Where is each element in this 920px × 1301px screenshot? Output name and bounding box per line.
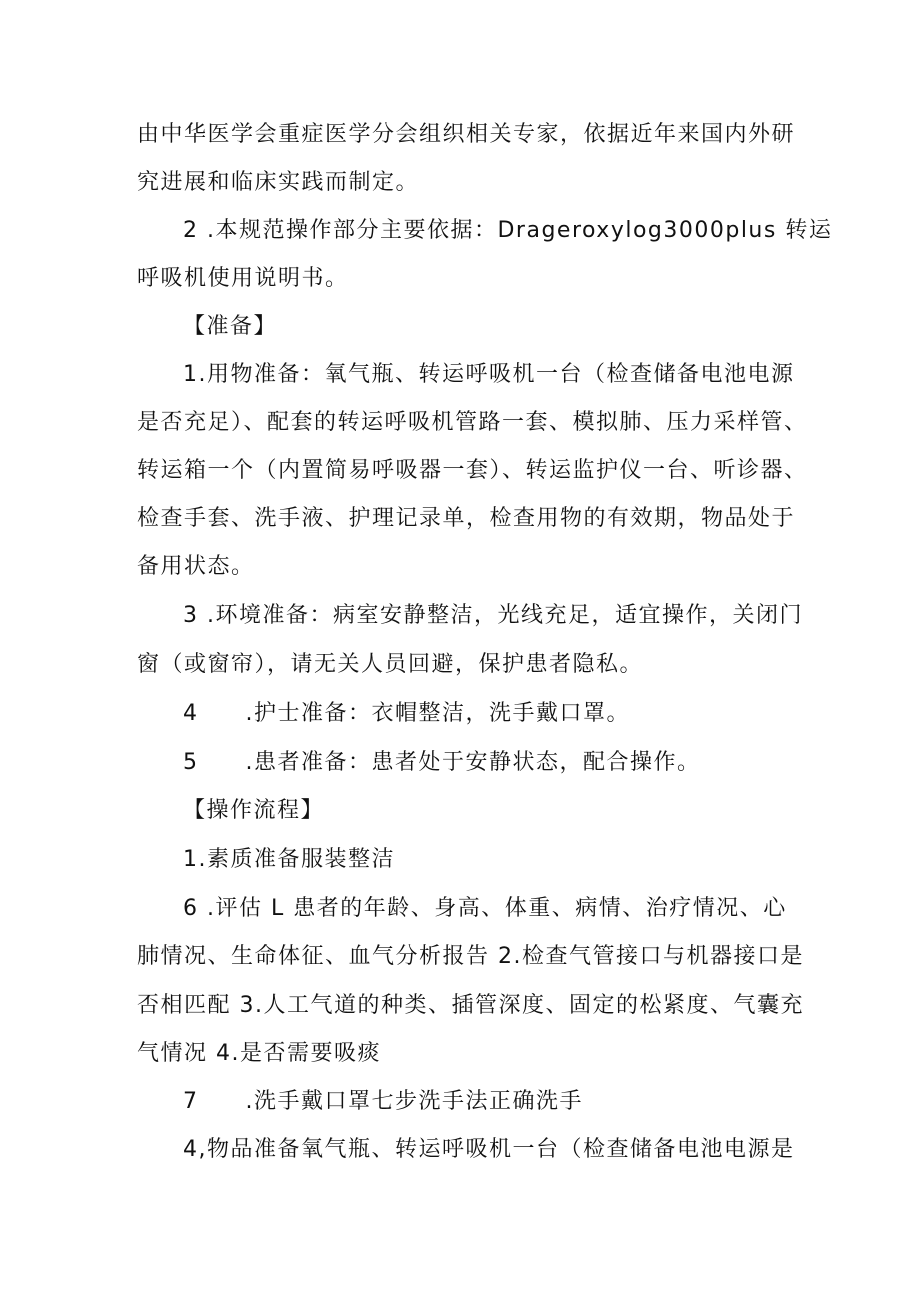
text-line: 6 .评估 L 患者的年龄、身高、体重、病情、治疗情况、心: [183, 896, 787, 921]
text-line: 备用状态。: [137, 554, 255, 579]
text-line: 否相匹配 3.人工气道的种类、插管深度、固定的松紧度、气囊充: [137, 993, 804, 1018]
text-line: 1.素质准备服装整洁: [183, 847, 395, 872]
text-line: 3 .环境准备：病室安静整洁，光线充足，适宜操作，关闭门: [183, 603, 803, 628]
text-line: 7 .洗手戴口罩七步洗手法正确洗手: [183, 1089, 583, 1114]
text-line: 究进展和临床实践而制定。: [137, 170, 420, 195]
text-line: 1.用物准备：氧气瓶、转运呼吸机一台（检查储备电池电源: [183, 362, 795, 387]
text-line: 2 .本规范操作部分主要依据：Drageroxylog3000plus 转运: [183, 218, 833, 243]
section-heading: 【准备】: [183, 314, 278, 339]
text-line: 窗（或窗帘），请无关人员回避，保护患者隐私。: [137, 652, 644, 677]
text-line: 呼吸机使用说明书。: [137, 266, 349, 291]
text-line: 4 .护士准备：衣帽整洁，洗手戴口罩。: [183, 701, 630, 726]
text-line: 气情况 4.是否需要吸痰: [137, 1041, 381, 1066]
text-line: 4,物品准备氧气瓶、转运呼吸机一台（检查储备电池电源是: [183, 1137, 795, 1162]
text-line: 检查手套、洗手液、护理记录单，检查用物的有效期，物品处于: [137, 506, 796, 531]
text-line: 5 .患者准备：患者处于安静状态，配合操作。: [183, 750, 701, 775]
text-line: 由中华医学会重症医学分会组织相关专家，依据近年来国内外研: [137, 122, 796, 147]
text-line: 肺情况、生命体征、血气分析报告 2.检查气管接口与机器接口是: [137, 944, 804, 969]
text-line: 转运箱一个（内置简易呼吸器一套）、转运监护仪一台、听诊器、: [137, 458, 808, 483]
section-heading: 【操作流程】: [183, 798, 325, 823]
text-line: 是否充足）、配套的转运呼吸机管路一套、模拟肺、压力采样管、: [137, 410, 808, 435]
